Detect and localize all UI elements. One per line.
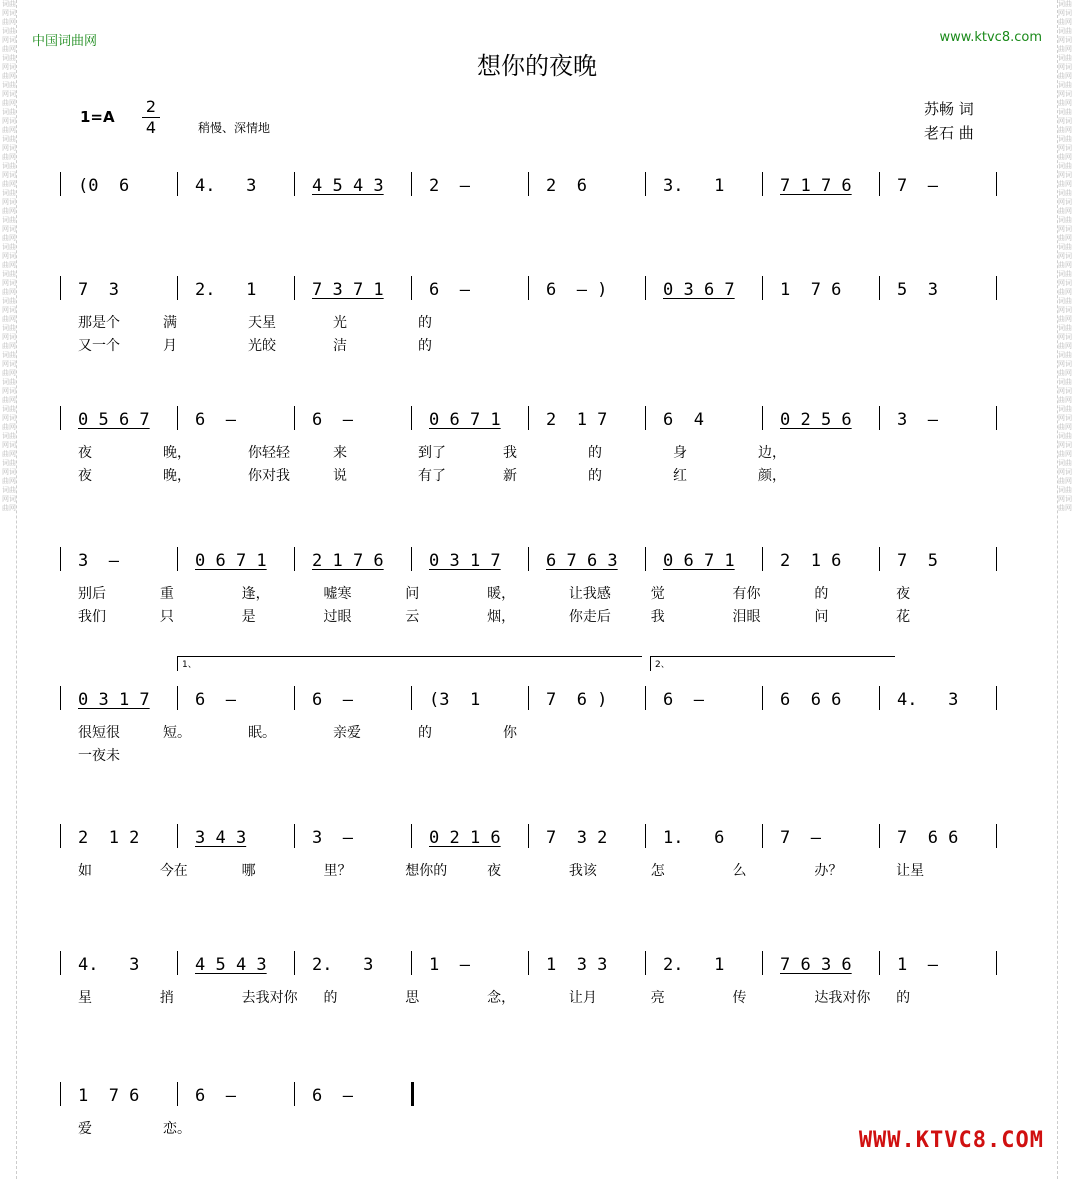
barline-end [996, 276, 997, 300]
lyric-word: 的 [418, 725, 432, 741]
lyric-word: 到了 [418, 445, 446, 461]
lyrics-line [60, 312, 1010, 332]
measure-notes: 0 6 7 1 [663, 551, 735, 571]
barline [60, 172, 61, 196]
score-row [60, 820, 1010, 930]
lyric-word: 我该 [568, 863, 597, 879]
barline [411, 276, 412, 300]
lyric-word: 光皎 [248, 338, 276, 354]
notes-line [60, 1078, 1010, 1112]
lyric-word: 夜 [78, 468, 92, 484]
lyric-word: 花 [896, 609, 911, 625]
lyric-word: 边， [758, 445, 786, 461]
lyric-word: 我 [503, 445, 517, 461]
measure-notes: 4 5 4 3 [312, 176, 384, 196]
lyric-word: 让星 [896, 863, 925, 879]
lyric-word: 星 [78, 990, 92, 1006]
measure-notes: 3. 1 [663, 176, 725, 196]
barline [645, 951, 646, 975]
barline [879, 686, 880, 710]
lyric-word: 办？ [814, 863, 843, 879]
key-signature: 1=A [80, 108, 115, 126]
lyric-word: 的 [588, 468, 602, 484]
lyrics-line [60, 987, 1010, 1007]
notes-line [60, 402, 1010, 436]
measure-notes: 0 2 5 6 [780, 410, 852, 430]
lyric-word: 夜 [78, 445, 92, 461]
measure-notes: 1 – [429, 955, 470, 975]
measure-notes: 1 – [897, 955, 938, 975]
lyric-word: 如 [78, 863, 92, 879]
barline [762, 686, 763, 710]
lyric-word: 逢， [241, 586, 270, 602]
lyric-word: 念， [487, 990, 516, 1006]
lyric-word: 夜 [896, 586, 911, 602]
lyric-word: 有你 [732, 586, 761, 602]
measure-notes: 1 7 6 [78, 1086, 140, 1106]
measure-notes: 0 3 6 7 [663, 280, 735, 300]
volta-second-ending: 2、 [650, 656, 895, 671]
lyric-word: 么 [732, 863, 747, 879]
measure-notes: 6 – [195, 1086, 236, 1106]
lyric-word: 的 [418, 315, 432, 331]
measure-notes: 3 – [312, 828, 353, 848]
lyric-word: 哪 [241, 863, 256, 879]
lyric-word: 天星 [248, 315, 276, 331]
lyrics-line [60, 722, 1010, 742]
lyric-word: 夜 [487, 863, 502, 879]
lyrics-line [60, 606, 1010, 626]
measure-notes: 0 5 6 7 [78, 410, 150, 430]
notes-line [60, 682, 1010, 716]
lyric-word: 的 [814, 586, 829, 602]
barline [411, 824, 412, 848]
barline [645, 686, 646, 710]
barline [60, 1082, 61, 1106]
score-row [60, 947, 1010, 1057]
barline [177, 1082, 178, 1106]
lyric-word: 说 [333, 468, 347, 484]
lyric-word: 泪眼 [732, 609, 761, 625]
measure-notes: 6 7 6 3 [546, 551, 618, 571]
barline-end [996, 172, 997, 196]
measure-notes: 4. 3 [78, 955, 140, 975]
site-url-link[interactable]: www.ktvc8.com [939, 30, 1042, 45]
barline [60, 686, 61, 710]
lyrics-line [60, 465, 1010, 485]
lyric-word: 是 [241, 609, 256, 625]
measure-notes: 1. 6 [663, 828, 725, 848]
measure-notes: 5 3 [897, 280, 938, 300]
lyric-word: 让我感 [568, 586, 611, 602]
barline [177, 172, 178, 196]
measure-notes: 7 6 3 6 [780, 955, 852, 975]
barline [60, 276, 61, 300]
barline [879, 276, 880, 300]
measure-notes: (3 1 [429, 690, 481, 710]
barline [879, 172, 880, 196]
barline [645, 547, 646, 571]
site-name-link[interactable]: 中国词曲网 [32, 34, 98, 49]
score-row [60, 402, 1010, 512]
measure-notes: 1 3 3 [546, 955, 608, 975]
barline [294, 1082, 295, 1106]
lyrics-line [60, 442, 1010, 462]
lyric-word: 洁 [333, 338, 347, 354]
lyric-word: 问 [405, 586, 420, 602]
lyric-word: 觉 [650, 586, 665, 602]
barline-end [411, 1082, 414, 1106]
measure-notes: 2 1 6 [780, 551, 842, 571]
lyric-word: 来 [333, 445, 347, 461]
barline [528, 276, 529, 300]
notes-line [60, 947, 1010, 981]
measure-notes: 4. 3 [897, 690, 959, 710]
lyric-word: 晚， [163, 445, 191, 461]
lyric-word: 那是个 [78, 315, 120, 331]
barline-end [996, 951, 997, 975]
lyric-word: 有了 [418, 468, 446, 484]
lyric-word: 重 [159, 586, 174, 602]
barline [645, 406, 646, 430]
score-row [60, 660, 1010, 792]
measure-notes: 4. 3 [195, 176, 257, 196]
lyric-word: 里？ [323, 863, 352, 879]
lyric-word: 亲爱 [333, 725, 361, 741]
lyric-word: 达我对你 [814, 990, 871, 1006]
left-watermark-strip: 词曲网词曲网词曲网词曲网词曲网词曲网词曲网词曲网词曲网词曲网词曲网词曲网词曲网词曲网词曲网词曲网词曲网词曲网词曲网词曲网词曲网词曲网词曲网词曲网词曲网词曲网词曲网词曲网词曲网词曲网词曲网词曲网词曲网词曲网词曲网词曲网词曲网词曲网 [2, 0, 17, 1179]
lyric-word: 云 [405, 609, 420, 625]
lyric-word: 问 [814, 609, 829, 625]
lyric-word: 月 [163, 338, 177, 354]
tempo-marking: 稍慢、深情地 [198, 121, 271, 135]
lyric-word: 暖， [487, 586, 516, 602]
lyric-word: 很短很 [78, 725, 120, 741]
barline [60, 406, 61, 430]
notes-line [60, 168, 1010, 202]
lyric-word: 你走后 [568, 609, 611, 625]
lyric-word: 怎 [650, 863, 665, 879]
measure-notes: 3 – [78, 551, 119, 571]
lyric-word: 你轻轻 [248, 445, 290, 461]
lyric-word: 你 [503, 725, 517, 741]
lyric-word: 思 [405, 990, 420, 1006]
measure-notes: 7 – [897, 176, 938, 196]
barline [528, 172, 529, 196]
lyric-word: 你对我 [248, 468, 290, 484]
barline [645, 276, 646, 300]
lyric-word: 新 [503, 468, 517, 484]
lyrics-line [60, 335, 1010, 355]
notes-line [60, 543, 1010, 577]
measure-notes: 6 – [195, 690, 236, 710]
barline [411, 686, 412, 710]
lyrics-line [60, 583, 1010, 603]
lyric-word: 嘘寒 [323, 586, 352, 602]
barline [762, 547, 763, 571]
measure-notes: 0 6 7 1 [195, 551, 267, 571]
barline-end [996, 824, 997, 848]
measure-notes: 0 3 1 7 [78, 690, 150, 710]
barline [645, 824, 646, 848]
lyric-word: 红 [673, 468, 687, 484]
barline [879, 406, 880, 430]
time-signature [142, 97, 160, 138]
lyric-word: 过眼 [323, 609, 352, 625]
barline [294, 276, 295, 300]
lyric-word: 一夜未 [78, 748, 120, 764]
measure-notes: 2. 1 [195, 280, 257, 300]
barline [294, 686, 295, 710]
barline [411, 406, 412, 430]
measure-notes: 7 6 ) [546, 690, 608, 710]
barline [177, 951, 178, 975]
lyric-word: 光 [333, 315, 347, 331]
score-row [60, 543, 1010, 653]
notes-line [60, 820, 1010, 854]
measure-notes: 0 2 1 6 [429, 828, 501, 848]
barline [411, 172, 412, 196]
lyric-word: 又一个 [78, 338, 120, 354]
barline [411, 547, 412, 571]
barline [177, 276, 178, 300]
measure-notes: 2. 3 [312, 955, 374, 975]
lyric-word: 满 [163, 315, 177, 331]
lyric-word: 眠。 [248, 725, 276, 741]
measure-notes: 6 4 [663, 410, 704, 430]
lyric-word: 只 [159, 609, 174, 625]
barline [294, 406, 295, 430]
lyric-word: 想你的 [405, 863, 448, 879]
barline [294, 547, 295, 571]
composer-credit: 老石 曲 [924, 124, 974, 142]
measure-notes: 6 – [312, 690, 353, 710]
lyric-word: 别后 [78, 586, 106, 602]
volta-first-ending: 1、 [177, 656, 642, 671]
lyric-word: 的 [323, 990, 338, 1006]
lyric-word: 捎 [159, 990, 174, 1006]
measure-notes: 3 4 3 [195, 828, 247, 848]
barline [528, 406, 529, 430]
lyric-word: 短。 [163, 725, 191, 741]
lyric-word: 让月 [568, 990, 597, 1006]
barline [879, 824, 880, 848]
meter-bottom: 4 [142, 117, 160, 138]
barline [528, 824, 529, 848]
barline [177, 406, 178, 430]
measure-notes: 0 6 7 1 [429, 410, 501, 430]
barline-end [996, 406, 997, 430]
barline [762, 824, 763, 848]
barline [177, 686, 178, 710]
barline [528, 951, 529, 975]
lyric-word: 爱 [78, 1121, 92, 1137]
measure-notes: 6 – [195, 410, 236, 430]
measure-notes: 2 1 7 6 [312, 551, 384, 571]
lyric-word: 传 [732, 990, 747, 1006]
lyric-word: 今在 [159, 863, 188, 879]
measure-notes: 6 – [663, 690, 704, 710]
barline [177, 547, 178, 571]
meter-top: 2 [145, 97, 157, 116]
lyric-word: 的 [588, 445, 602, 461]
lyric-word: 身 [673, 445, 687, 461]
barline [60, 951, 61, 975]
barline [294, 172, 295, 196]
lyric-word: 的 [418, 338, 432, 354]
barline [762, 951, 763, 975]
measure-notes: 1 7 6 [780, 280, 842, 300]
barline [879, 951, 880, 975]
measure-notes: 6 – ) [546, 280, 608, 300]
barline [177, 824, 178, 848]
measure-notes: 4 5 4 3 [195, 955, 267, 975]
barline-end [996, 686, 997, 710]
measure-notes: 0 3 1 7 [429, 551, 501, 571]
measure-notes: 7 6 6 [897, 828, 959, 848]
barline [294, 951, 295, 975]
lyrics-line [60, 745, 1010, 765]
barline [879, 547, 880, 571]
measure-notes: 7 1 7 6 [780, 176, 852, 196]
measure-notes: 2 1 2 [78, 828, 140, 848]
measure-notes: 7 3 2 [546, 828, 608, 848]
barline [762, 172, 763, 196]
barline [762, 406, 763, 430]
measure-notes: 3 – [897, 410, 938, 430]
barline [528, 547, 529, 571]
barline [60, 824, 61, 848]
lyric-word: 的 [896, 990, 911, 1006]
lyric-word: 我们 [78, 609, 106, 625]
lyric-word: 我 [650, 609, 665, 625]
measure-notes: 2 1 7 [546, 410, 608, 430]
score-row [60, 168, 1010, 278]
measure-notes: 2 – [429, 176, 470, 196]
lyrics-line [60, 860, 1010, 880]
right-watermark-strip: 词曲网词曲网词曲网词曲网词曲网词曲网词曲网词曲网词曲网词曲网词曲网词曲网词曲网词曲网词曲网词曲网词曲网词曲网词曲网词曲网词曲网词曲网词曲网词曲网词曲网词曲网词曲网词曲网词曲网词曲网词曲网词曲网词曲网词曲网词曲网词曲网词曲网词曲网 [1057, 0, 1072, 1179]
measure-notes: 7 3 [78, 280, 119, 300]
lyric-word: 亮 [650, 990, 665, 1006]
song-title: 想你的夜晚 [477, 52, 597, 80]
notes-line [60, 272, 1010, 306]
measure-notes: 2. 1 [663, 955, 725, 975]
barline [411, 951, 412, 975]
measure-notes: 7 – [780, 828, 821, 848]
lyric-word: 晚， [163, 468, 191, 484]
measure-notes: 7 5 [897, 551, 938, 571]
barline [294, 824, 295, 848]
measure-notes: 7 3 7 1 [312, 280, 384, 300]
measure-notes: 6 – [312, 410, 353, 430]
lyricist-credit: 苏畅 词 [924, 100, 974, 118]
measure-notes: (0 6 [78, 176, 130, 196]
barline [645, 172, 646, 196]
barline-end [996, 547, 997, 571]
barline [528, 686, 529, 710]
score-row [60, 272, 1010, 382]
barline [762, 276, 763, 300]
lyric-word: 颜， [758, 468, 786, 484]
lyric-word: 去我对你 [241, 990, 298, 1006]
barline [60, 547, 61, 571]
brand-logo: WWW.KTVC8.COM [858, 1128, 1044, 1153]
lyric-word: 恋。 [163, 1121, 191, 1137]
measure-notes: 6 6 6 [780, 690, 842, 710]
measure-notes: 2 6 [546, 176, 587, 196]
measure-notes: 6 – [429, 280, 470, 300]
lyric-word: 烟， [487, 609, 516, 625]
measure-notes: 6 – [312, 1086, 353, 1106]
